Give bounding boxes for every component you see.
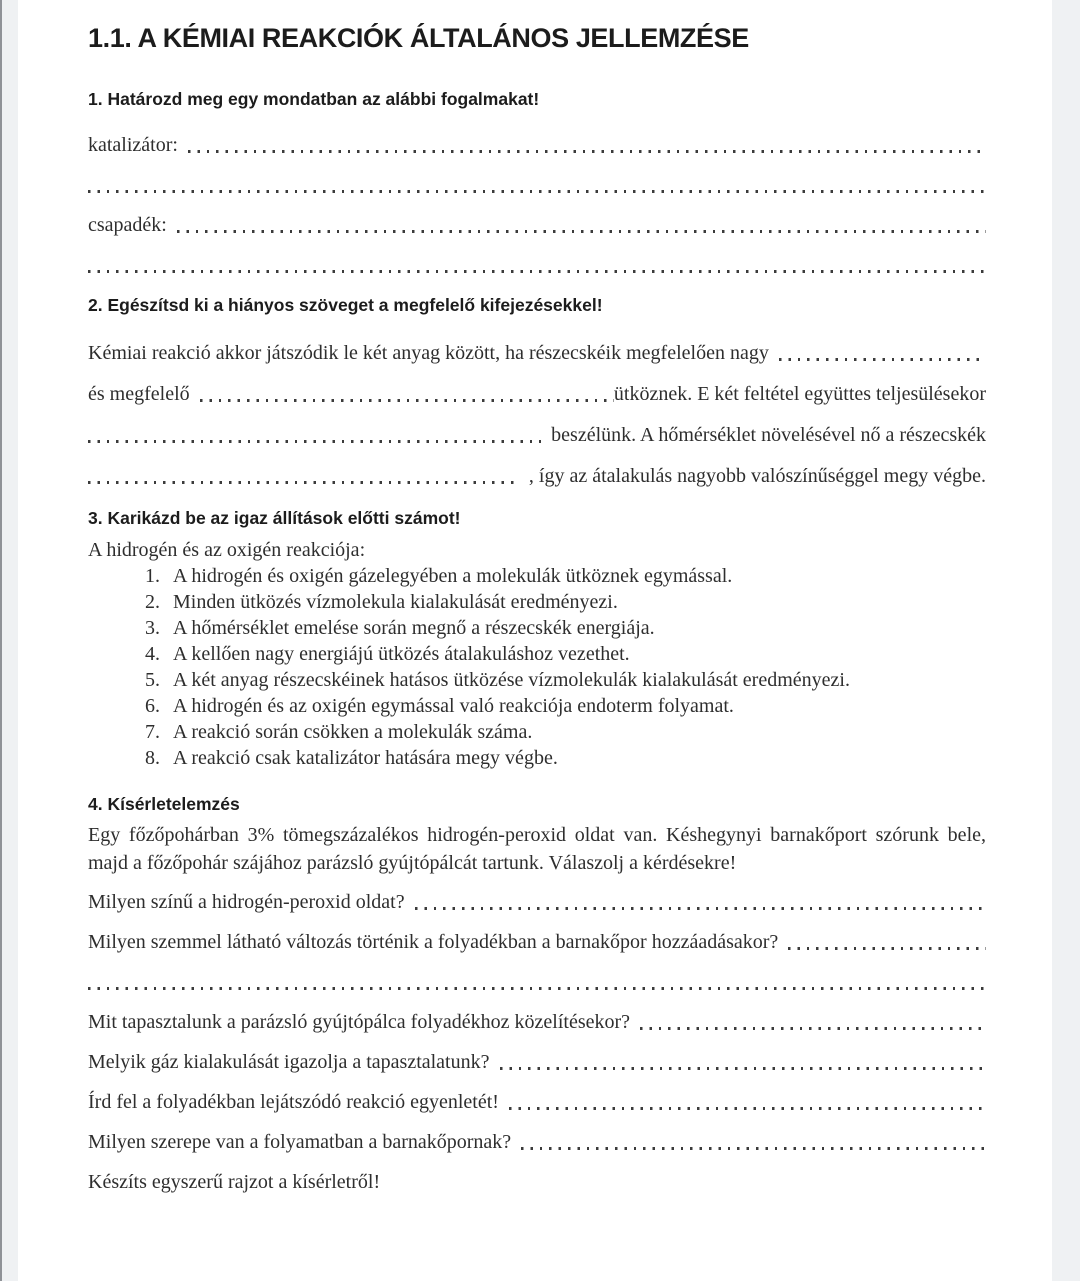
answer-blank [88, 987, 986, 990]
statement-item-7 [145, 719, 986, 745]
statement-item-8 [145, 745, 986, 771]
page-title: 1.1. A KÉMIAI REAKCIÓK ÁLTALÁNOS JELLEMZÉSE [88, 23, 749, 53]
statement-item-5 [145, 667, 986, 693]
answer-blank [509, 1107, 986, 1110]
cloze-line-3 [88, 422, 986, 448]
statement-text: A reakció csak katalizátor hatására megy végbe. [173, 747, 558, 769]
statement-text: A kellően nagy energiájú ütközés átalakuláshoz vezethet. [173, 643, 630, 665]
answer-blank [640, 1027, 986, 1030]
statement-text: A hidrogén és az oxigén egymással való reakciója endoterm folyamat. [173, 695, 734, 717]
cloze-line-4 [88, 463, 986, 489]
statement-number: 1. [145, 565, 160, 587]
answer-blank [177, 230, 986, 233]
question-text: Milyen szerepe van a folyamatban a barnakőpornak? [88, 1131, 512, 1153]
cloze-text: , így az átalakulás nagyobb valószínűséggel megy végbe. [528, 465, 986, 487]
statement-number: 8. [145, 747, 160, 769]
question-line-2 [88, 929, 986, 955]
question-text: Melyik gáz kialakulását igazolja a tapasztalatunk? [88, 1051, 490, 1073]
answer-blank [88, 270, 986, 273]
cloze-text: és megfelelő [88, 383, 190, 405]
statement-item-2 [145, 589, 986, 615]
answer-blank [188, 150, 986, 153]
cloze-text: Kémiai reakció akkor játszódik le két anyag között, ha részecskéik megfelelően nagy [88, 342, 769, 364]
section-4-intro: Egy főzőpohárban 3% tömegszázalékos hidrogén-peroxid oldat van. Késhegynyi barnakőport szórunk bele, majd a főzőpohár szájához parázsló gyújtópálcát tartunk. Válaszolj a kérdésekre! [88, 824, 986, 874]
statement-text: A reakció során csökken a molekulák száma. [173, 721, 533, 743]
answer-blank [88, 190, 986, 193]
term-label-csapadek: csapadék: [88, 214, 167, 236]
statement-text: A két anyag részecskéinek hatásos ütközése vízmolekulák kialakulását eredményezi. [173, 669, 850, 691]
term-label-katalizator: katalizátor: [88, 134, 178, 156]
cloze-text: beszélünk. A hőmérséklet növelésével nő a részecskék [551, 424, 986, 446]
answer-blank [500, 1067, 987, 1070]
statement-item-4 [145, 641, 986, 667]
answer-blank [88, 440, 541, 443]
statement-number: 4. [145, 643, 160, 665]
statement-item-1 [145, 563, 986, 589]
section-2-heading: 2. Egészítsd ki a hiányos szöveget a megfelelő kifejezésekkel! [88, 295, 603, 315]
drawing-instruction: Készíts egyszerű rajzot a kísérletről! [88, 1171, 381, 1193]
statement-text: Minden ütközés vízmolekula kialakulását eredményezi. [173, 591, 618, 613]
statement-item-6 [145, 693, 986, 719]
statement-number: 6. [145, 695, 160, 717]
answer-continuation-line [88, 252, 986, 278]
section-3-intro: A hidrogén és az oxigén reakciója: [88, 539, 366, 561]
cloze-line-2 [88, 381, 986, 407]
statement-number: 3. [145, 617, 160, 639]
question-text: Milyen színű a hidrogén-peroxid oldat? [88, 891, 405, 913]
answer-continuation-line [88, 969, 986, 995]
question-text: Írd fel a folyadékban lejátszódó reakció egyenletét! [88, 1091, 499, 1113]
statement-number: 7. [145, 721, 160, 743]
answer-continuation-line [88, 172, 986, 198]
statement-item-3 [145, 615, 986, 641]
question-line-6 [88, 1129, 986, 1155]
answer-blank [415, 907, 986, 910]
statement-text: A hidrogén és oxigén gázelegyében a molekulák ütköznek egymással. [173, 565, 733, 587]
section-3-heading: 3. Karikázd be az igaz állítások előtti számot! [88, 508, 461, 528]
question-line-5 [88, 1089, 986, 1115]
section-4-heading: 4. Kísérletelemzés [88, 794, 240, 814]
statement-text: A hőmérséklet emelése során megnő a részecskék energiája. [173, 617, 655, 639]
term-line-katalizator [88, 132, 986, 158]
cloze-line-1 [88, 340, 986, 366]
answer-blank [521, 1147, 986, 1150]
statement-number: 5. [145, 669, 160, 691]
cloze-text: ütköznek. E két feltétel együttes teljesülésekor [613, 383, 986, 405]
question-line-3 [88, 1009, 986, 1035]
answer-blank [88, 481, 519, 484]
answer-blank [788, 947, 986, 950]
answer-blank [200, 399, 614, 402]
section-1-heading: 1. Határozd meg egy mondatban az alábbi fogalmakat! [88, 89, 540, 109]
answer-blank [779, 358, 986, 361]
question-text: Milyen szemmel látható változás történik a folyadékban a barnakőpor hozzáadásakor? [88, 931, 779, 953]
scan-edge-line [0, 0, 2, 1281]
workbook-page [18, 0, 1052, 1281]
term-line-csapadek [88, 212, 986, 238]
question-text: Mit tapasztalunk a parázsló gyújtópálca folyadékhoz közelítésekor? [88, 1011, 631, 1033]
statement-number: 2. [145, 591, 160, 613]
question-line-4 [88, 1049, 986, 1075]
question-line-1 [88, 889, 986, 915]
